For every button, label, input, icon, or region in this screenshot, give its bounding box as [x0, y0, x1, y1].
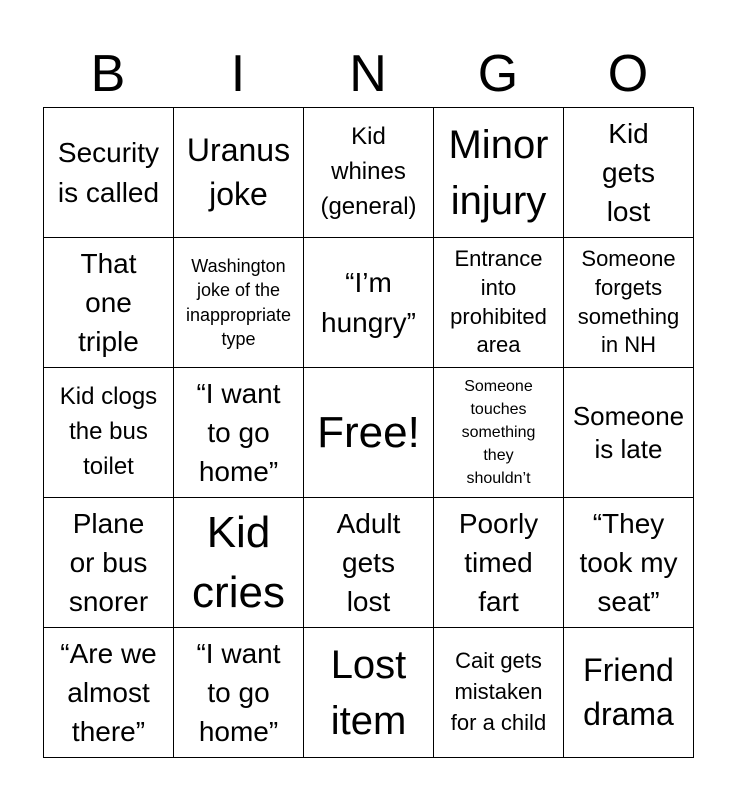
- cell-text: Minor injury: [448, 122, 549, 223]
- cell-text: Poorly timed fart: [458, 507, 539, 618]
- header-letter-n: N: [349, 45, 387, 103]
- bingo-header: [43, 40, 693, 108]
- cell-text: Free!: [317, 407, 420, 457]
- header-letter-o: O: [607, 45, 649, 103]
- bingo-cell[interactable]: [564, 498, 694, 628]
- bingo-cell[interactable]: [44, 368, 174, 498]
- bingo-cell[interactable]: [44, 108, 174, 238]
- bingo-cell[interactable]: [174, 498, 304, 628]
- bingo-cell[interactable]: [434, 628, 564, 758]
- cell-text: “They took my seat”: [579, 507, 678, 618]
- cell-text: Lost item: [330, 642, 407, 743]
- header-letter-g: G: [477, 45, 519, 103]
- cell-text: Security is called: [57, 137, 160, 208]
- bingo-cell[interactable]: [174, 628, 304, 758]
- bingo-cell[interactable]: [304, 498, 434, 628]
- cell-text: Washington joke of the inappropriate type: [185, 255, 292, 349]
- cell-text: Kid whines (general): [320, 123, 417, 220]
- bingo-cell[interactable]: [304, 108, 434, 238]
- bingo-cell[interactable]: [174, 108, 304, 238]
- cell-text: Kid clogs the bus toilet: [59, 383, 158, 480]
- bingo-cell[interactable]: [304, 368, 434, 498]
- bingo-grid: [43, 107, 694, 758]
- cell-text: That one triple: [78, 247, 139, 358]
- cell-text: Kid cries: [192, 508, 285, 617]
- header-letter-b: B: [90, 45, 126, 103]
- bingo-cell[interactable]: [564, 368, 694, 498]
- bingo-cell[interactable]: [564, 628, 694, 758]
- cell-text: “I want to go home”: [196, 637, 281, 748]
- bingo-cell[interactable]: [434, 498, 564, 628]
- cell-text: Someone forgets something in NH: [577, 246, 680, 358]
- cell-text: “I’m hungry”: [321, 267, 416, 338]
- bingo-cell[interactable]: [304, 238, 434, 368]
- cell-text: “Are we almost there”: [60, 637, 157, 748]
- cell-text: Someone touches something they shouldn’t: [461, 377, 536, 488]
- cell-text: Plane or bus snorer: [68, 507, 149, 618]
- cell-text: Uranus joke: [186, 132, 291, 212]
- cell-text: Adult gets lost: [336, 507, 401, 618]
- bingo-cell[interactable]: [44, 498, 174, 628]
- bingo-cell[interactable]: [44, 628, 174, 758]
- cell-text: Cait gets mistaken for a child: [450, 648, 547, 735]
- bingo-cell[interactable]: [174, 368, 304, 498]
- bingo-cell[interactable]: [44, 238, 174, 368]
- bingo-cell[interactable]: [304, 628, 434, 758]
- cell-text: Entrance into prohibited area: [450, 246, 547, 358]
- cell-text: Friend drama: [583, 652, 674, 732]
- bingo-cell[interactable]: [434, 108, 564, 238]
- bingo-cell[interactable]: [434, 238, 564, 368]
- cell-text: Kid gets lost: [602, 117, 655, 228]
- cell-text: Someone is late: [572, 401, 685, 464]
- bingo-cell[interactable]: [564, 238, 694, 368]
- cell-text: “I want to go home”: [196, 377, 281, 488]
- bingo-cell[interactable]: [434, 368, 564, 498]
- header-letter-i: I: [230, 45, 246, 103]
- bingo-cell[interactable]: [174, 238, 304, 368]
- bingo-cell[interactable]: [564, 108, 694, 238]
